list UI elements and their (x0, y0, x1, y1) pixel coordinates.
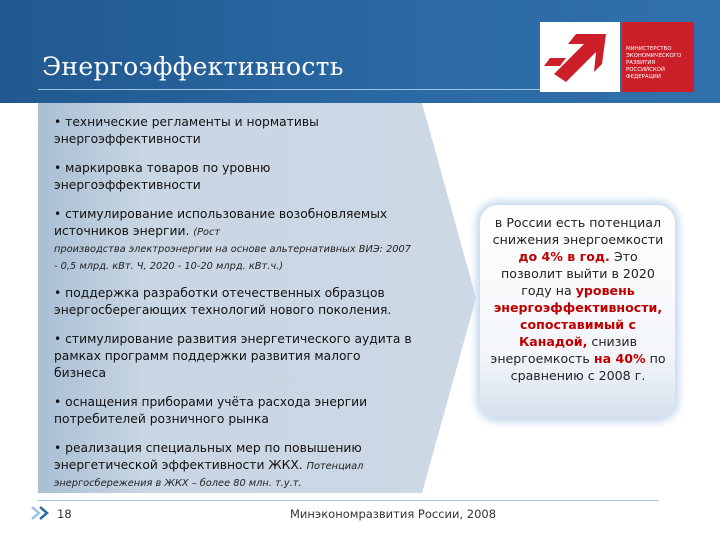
measures-list (54, 114, 414, 503)
bullet-text: маркировка товаров по уровню энергоэффективности (54, 161, 271, 192)
bullet-note-lead: Потенциал (306, 461, 364, 472)
callout-part: снизив энергоемкость (490, 334, 638, 366)
slide-title: Энергоэффективность (42, 52, 344, 81)
arrow-logo-icon (540, 22, 620, 92)
list-item: • стимулирование развития энергетического аудита в рамках программ поддержки развития малого бизнеса (54, 332, 412, 380)
footer-divider (38, 500, 658, 501)
callout-highlight: уровень энергоэффективности, сопоставимый с Канадой, (493, 283, 663, 349)
list-item: • маркировка товаров по уровню энергоэффективности (54, 161, 271, 192)
bullet-text: стимулирование использование возобновляемых источников энергии. (54, 207, 388, 238)
ministry-logo-text: МИНИСТЕРСТВО ЭКОНОМИЧЕСКОГО РАЗВИТИЯ РОССИЙСКОЙ ФЕДЕРАЦИИ (626, 46, 682, 80)
bullet-text: реализация специальных мер по повышению энергетической эффективности ЖКХ. (54, 441, 362, 472)
footer-source: Минэкономразвития России, 2008 (290, 507, 497, 521)
bullet-note-lead: (Рост (193, 227, 221, 238)
callout-text (488, 214, 668, 384)
chevron-right-icon (30, 505, 52, 521)
callout-part: в России есть потенциал снижения энергоемкости (492, 215, 664, 247)
bullet-text: поддержка разработки отечественных образцов энергосберегающих технологий нового поколения. (54, 286, 392, 317)
callout-part: Это позволит выйти в 2020 году на (501, 249, 655, 298)
bullet-note: производства электроэнергии на основе альтернативных ВИЭ: 2007 - 0,5 млрд. кВт. Ч, 2020 - 10-20 млрд. кВт.ч.) (54, 244, 412, 272)
list-item: • реализация специальных мер по повышению энергетической эффективности ЖКХ. Потенциал энергосбережения в ЖКХ – более 80 млн. т.у.т. (54, 441, 364, 489)
list-item: • технические регламенты и нормативы энергоэффективности (54, 115, 319, 146)
ministry-logo-emblem (540, 22, 620, 92)
page-number: 18 (57, 507, 72, 521)
bullet-text: стимулирование развития энергетического аудита в рамках программ поддержки развития малого бизнеса (54, 332, 412, 380)
bullet-text: технические регламенты и нормативы энергоэффективности (54, 115, 319, 146)
bullet-text: оснащения приборами учёта расхода энергии потребителей розничного рынка (54, 395, 368, 426)
list-item: • оснащения приборами учёта расхода энергии потребителей розничного рынка (54, 395, 368, 426)
title-divider (38, 89, 615, 90)
list-item: • стимулирование использование возобновляемых источников энергии. (Рост производства электроэнергии на основе альтернативных ВИЭ: 2007 - 0,5 млрд. кВт. Ч, 2020 - 10-20 млрд. кВт.ч.) (54, 207, 412, 272)
bullet-note: энергосбережения в ЖКХ – более 80 млн. т.у.т. (54, 478, 302, 489)
callout-highlight: на 40% (593, 351, 646, 366)
callout-part: по сравнению с 2008 г. (510, 351, 666, 383)
list-item: • поддержка разработки отечественных образцов энергосберегающих технологий нового поколения. (54, 286, 392, 317)
callout-highlight: до 4% в год. (518, 249, 610, 264)
